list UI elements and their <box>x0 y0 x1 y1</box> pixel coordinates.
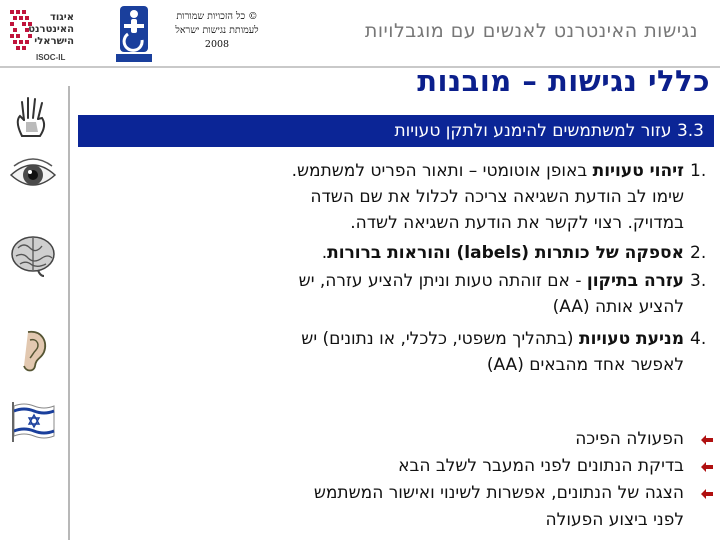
israel-flag-icon <box>8 398 58 444</box>
hand-icon <box>8 94 58 140</box>
arrow-left-icon <box>700 460 714 474</box>
copyright-line: © כל הזכויות שמורות <box>176 11 258 22</box>
list-item-number: 4. <box>690 329 707 349</box>
side-column-divider <box>68 86 70 540</box>
list-item <box>94 240 707 266</box>
bullet-item-line: לפני ביצוע הפעולה <box>545 510 684 530</box>
list-item-number: 1. <box>690 161 707 181</box>
copyright-notice <box>158 10 276 52</box>
copyright-year: 2008 <box>204 39 230 50</box>
list-item <box>94 158 707 236</box>
isoc-logo-line: האינטרנט <box>28 24 74 35</box>
list-item-line: זיהוי טעויות באופן אוטומטי – ותאור הפריט למשתמש. <box>291 161 684 181</box>
list-item-line: אספקה של כותרות (labels) והוראות ברורות. <box>321 243 684 263</box>
list-item <box>94 268 707 320</box>
eye-icon <box>8 152 58 198</box>
bullet-item <box>94 426 684 453</box>
copyright-line: לעמותת נגישות ישראל <box>175 25 259 36</box>
bullet-item-line: הפעולה הפיכה <box>575 429 684 449</box>
arrow-left-icon <box>700 433 714 447</box>
bullet-item <box>94 480 684 534</box>
header-tagline: נגישות האינטרנט לאנשים עם מוגבלויות <box>364 20 698 42</box>
page-title: כללי נגישות – מובנות <box>417 64 710 98</box>
bullet-list <box>94 426 684 534</box>
ear-icon <box>8 328 58 374</box>
list-item-line: במדויק. רצוי לקשר את הודעת השגיאה לשדה. <box>350 213 684 233</box>
section-heading-bar: 3.3 עזור למשתמשים להימנע ולתקן טעויות <box>78 115 714 147</box>
list-item-keyword: מניעת טעויות <box>578 329 684 349</box>
isoc-logo <box>8 8 72 64</box>
list-item-keyword: עזרה בתיקון <box>586 271 684 291</box>
list-item-number: 3. <box>690 271 707 291</box>
list-item-keyword: זיהוי טעויות <box>592 161 684 181</box>
list-item-keyword: אספקה של כותרות (labels) והוראות ברורות <box>327 243 684 263</box>
arrow-left-icon <box>700 487 714 501</box>
brain-icon <box>8 232 58 278</box>
list-item-line: שימו לב הודעת השגיאה צריכה לכלול את שם השדה <box>310 187 684 207</box>
list-item-line: לאפשר אחד מהבאים (AA) <box>486 355 684 375</box>
isoc-logo-latin: ISOC-IL <box>36 53 66 62</box>
list-item <box>94 326 707 378</box>
list-item-line: מניעת טעויות (בתהליך משפטי, כלכלי, או נתונים) יש <box>301 329 684 349</box>
access-logo <box>110 4 275 64</box>
bullet-item-line: בדיקת הנתונים לפני המעבר לשלב הבא <box>398 456 684 476</box>
list-item-line: עזרה בתיקון - אם זוהתה טעות וניתן להציע עזרה, יש <box>298 271 684 291</box>
list-item-number: 2. <box>690 243 707 263</box>
bullet-item <box>94 453 684 480</box>
isoc-logo-text <box>28 12 74 48</box>
list-item-line: להציע אותה (AA) <box>552 297 684 317</box>
numbered-list <box>94 158 707 378</box>
isoc-logo-line: איגוד <box>49 12 74 23</box>
isoc-logo-line: הישראלי <box>34 36 74 47</box>
bullet-item-line: הצגה של הנתונים, אפשרות לשינוי ואישור המשתמש <box>313 483 684 503</box>
wheelchair-access-icon <box>114 4 154 64</box>
